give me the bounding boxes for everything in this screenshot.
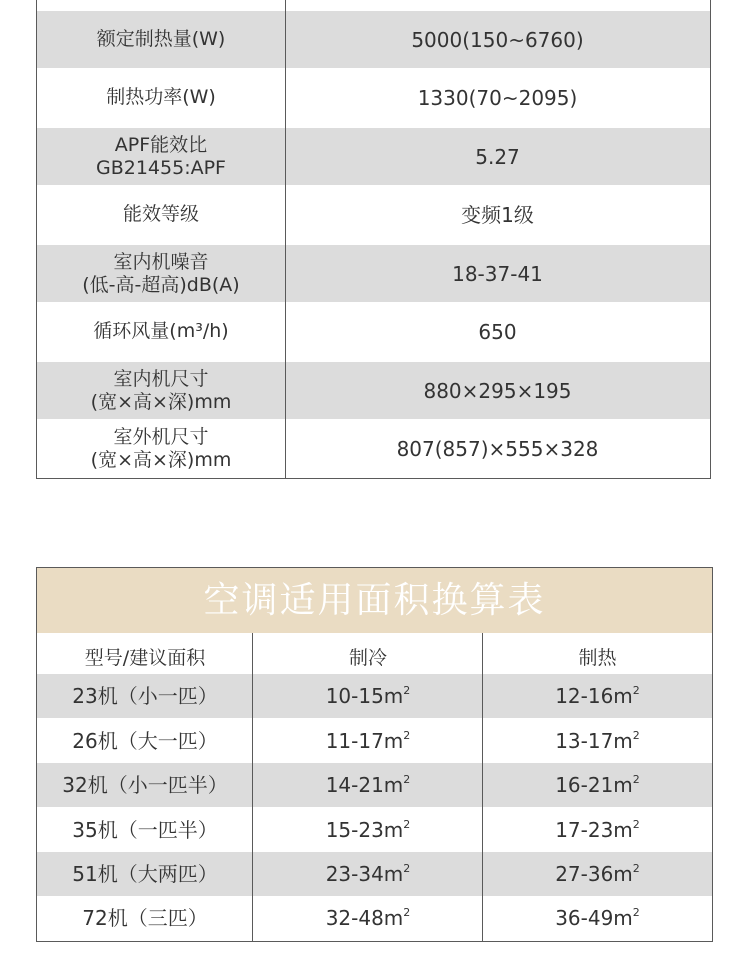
cooling-cell: $32-48m^2$	[325, 906, 411, 930]
spec-value: 650	[478, 319, 517, 344]
spec-row	[37, 303, 710, 360]
heating-cell: $17-23m^2$	[555, 818, 640, 842]
table-row	[37, 763, 712, 807]
spec-value: 变频1级	[461, 202, 534, 227]
model-cell: 35机（一匹半）	[72, 818, 218, 842]
spec-row	[37, 69, 710, 126]
header-model: 型号/建议面积	[84, 647, 206, 669]
cooling-cell: $10-15m^2$	[325, 684, 411, 708]
model-cell: 51机（大两匹）	[72, 862, 218, 886]
model-cell: 32机（小一匹半）	[62, 773, 228, 797]
spec-label: 室内机噪音 (低-高-超高)dB(A)	[82, 250, 240, 296]
heating-cell: $12-16m^2$	[555, 684, 640, 708]
column-divider	[285, 0, 286, 478]
cooling-cell: $15-23m^2$	[325, 818, 411, 842]
model-cell: 23机（小一匹）	[72, 684, 218, 708]
cooling-cell: $11-17m^2$	[325, 729, 411, 753]
heating-cell: $13-17m^2$	[555, 729, 640, 753]
spec-label: 能效等级	[122, 203, 199, 225]
column-divider	[252, 633, 253, 941]
spec-row	[37, 420, 710, 477]
table-row	[37, 719, 712, 763]
spec-row	[37, 186, 710, 243]
spec-table	[36, 0, 711, 479]
table-row	[37, 852, 712, 896]
heating-cell: $36-49m^2$	[555, 906, 640, 930]
table-row	[37, 808, 712, 852]
spec-row	[37, 245, 710, 302]
spec-value: 18-37-41	[452, 261, 543, 286]
model-cell: 72机（三匹）	[82, 906, 208, 930]
spec-value: 880×295×195	[423, 378, 572, 403]
table-row	[37, 896, 712, 940]
spec-value: 1330(70~2095)	[417, 85, 578, 110]
cooling-cell: $23-34m^2$	[325, 862, 411, 886]
spec-value: 807(857)×555×328	[396, 436, 599, 461]
cooling-cell: $14-21m^2$	[325, 773, 411, 797]
spec-value: 5000(150~6760)	[411, 27, 584, 52]
spec-label: 制热功率(W)	[106, 86, 216, 108]
heating-cell: $16-21m^2$	[555, 773, 640, 797]
spec-row	[37, 11, 710, 68]
spec-row	[37, 362, 710, 419]
spec-label: 室外机尺寸 (宽×高×深)mm	[90, 425, 232, 471]
table-row	[37, 674, 712, 718]
spec-label: 室内机尺寸 (宽×高×深)mm	[90, 367, 232, 413]
heating-cell: $27-36m^2$	[555, 862, 640, 886]
spec-value: 5.27	[475, 144, 520, 169]
spec-label: 额定制热量(W)	[96, 28, 226, 50]
spec-row	[37, 128, 710, 185]
model-cell: 26机（大一匹）	[72, 729, 218, 753]
area-conversion-table	[36, 567, 713, 942]
column-divider	[482, 633, 483, 941]
area-table-title: 空调适用面积换算表	[37, 568, 712, 633]
header-heating: 制热	[578, 647, 617, 669]
header-cooling: 制冷	[348, 647, 387, 669]
spec-label: APF能效比 GB21455:APF	[96, 133, 226, 179]
spec-label: 循环风量(m³/h)	[93, 320, 229, 342]
